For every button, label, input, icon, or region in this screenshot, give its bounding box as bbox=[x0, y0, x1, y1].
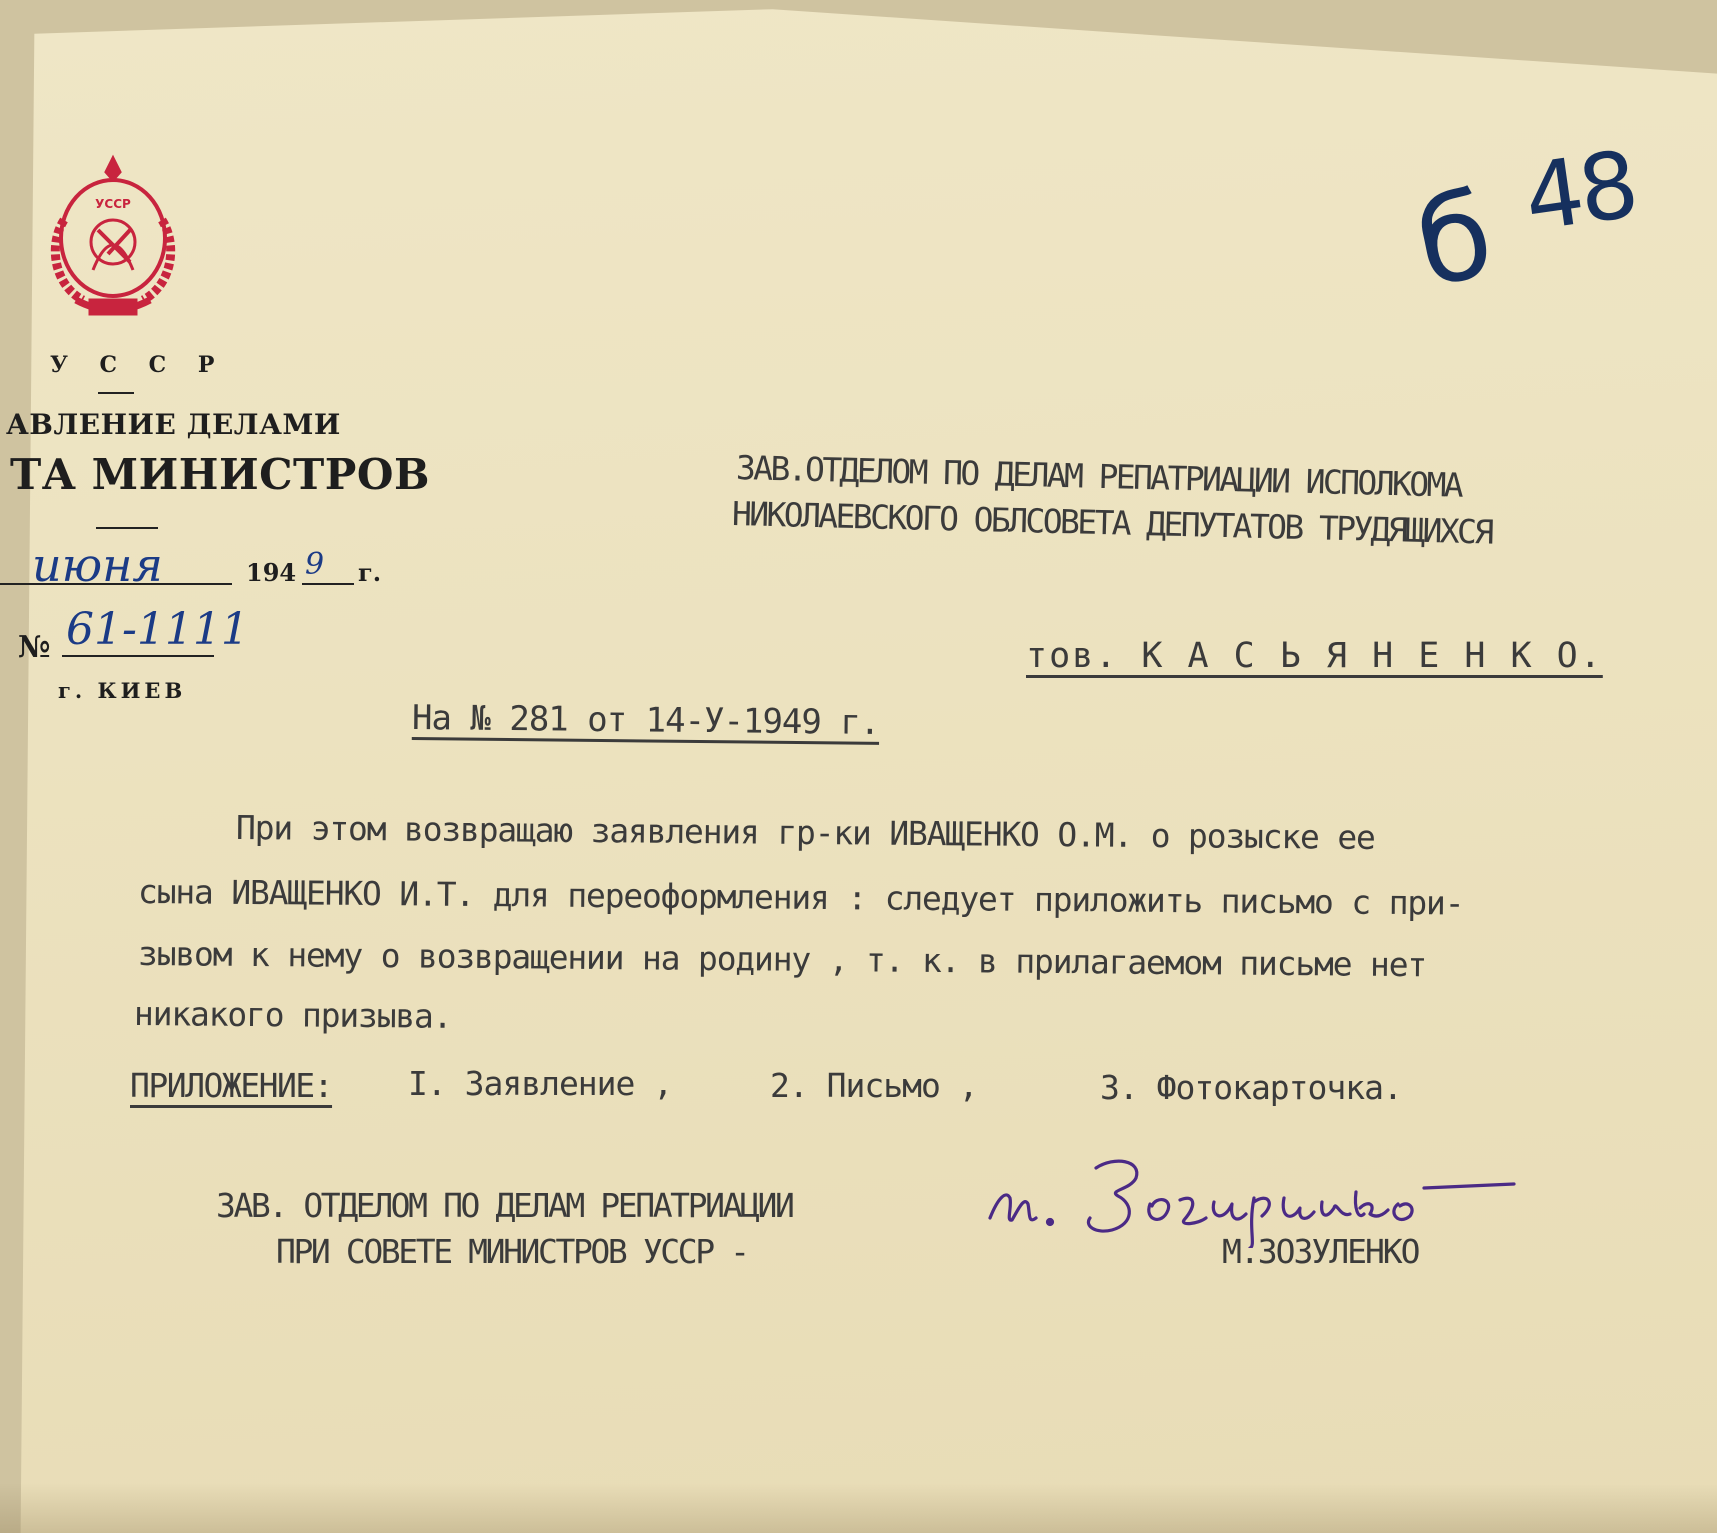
body-line-2: сына ИВАЩЕНКО И.Т. для переоформления : следует приложить письмо с при- bbox=[137, 872, 1464, 923]
handwritten-year-digit: 9 bbox=[305, 547, 325, 582]
coat-of-arms-emblem bbox=[38, 150, 188, 330]
letterhead-city: г. КИЕВ bbox=[58, 678, 187, 703]
attachment-item-3: 3. Фотокарточка. bbox=[1100, 1068, 1402, 1107]
body-line-3: зывом к нему о возвращении на родину , т. к. в прилагаемом письме нет bbox=[137, 934, 1427, 985]
handwritten-signature bbox=[984, 1138, 1524, 1248]
addressee-line-2: НИКОЛАЕВСКОГО ОБЛСОВЕТА ДЕПУТАТОВ ТРУДЯЩИХСЯ bbox=[731, 494, 1493, 552]
reference-line: На № 281 от 14-У-1949 г. bbox=[411, 698, 880, 743]
attachments-label: ПРИЛОЖЕНИЕ: bbox=[130, 1066, 333, 1105]
letterhead-year-prefix: 194 bbox=[246, 558, 297, 587]
page-shadow bbox=[0, 1483, 1717, 1533]
attachment-item-1: I. Заявление , bbox=[408, 1064, 673, 1103]
handwritten-page-number: 48 bbox=[1518, 130, 1641, 253]
signer-name: М.ЗОЗУЛЕНКО bbox=[1222, 1232, 1419, 1271]
signer-title-line-1: ЗАВ. ОТДЕЛОМ ПО ДЕЛАМ РЕПАТРИАЦИИ bbox=[216, 1186, 793, 1225]
letterhead-department: АВЛЕНИЕ ДЕЛАМИ bbox=[6, 408, 341, 441]
body-line-4: никакого призыва. bbox=[133, 994, 452, 1036]
handwritten-corner-letter: б bbox=[1406, 164, 1503, 314]
letterhead-council: ТА МИНИСТРОВ bbox=[10, 450, 430, 499]
number-underline bbox=[62, 655, 214, 657]
letterhead-divider bbox=[98, 392, 134, 394]
addressee-line-1: ЗАВ.ОТДЕЛОМ ПО ДЕЛАМ РЕПАТРИАЦИИ ИСПОЛКОМА bbox=[735, 448, 1462, 505]
attachment-item-2: 2. Письмо , bbox=[770, 1066, 978, 1105]
letterhead-divider bbox=[96, 527, 158, 529]
signer-title-line-2: ПРИ СОВЕТЕ МИНИСТРОВ УССР - bbox=[276, 1232, 748, 1271]
body-line-1: При этом возвращаю заявления гр-ки ИВАЩЕНКО О.М. о розыске ее bbox=[235, 808, 1375, 857]
emblem-label: УССР bbox=[95, 197, 131, 211]
letterhead-republic: У С С Р bbox=[50, 352, 227, 378]
year-underline bbox=[302, 583, 354, 585]
letterhead-number-label: № bbox=[18, 630, 51, 665]
letterhead-year-abbrev: г. bbox=[358, 558, 382, 587]
handwritten-month: июня bbox=[32, 538, 163, 592]
addressee-name: тов. К А С Ь Я Н Е Н К О. bbox=[1026, 636, 1603, 676]
handwritten-outgoing-number: 61-1111 bbox=[66, 604, 249, 655]
